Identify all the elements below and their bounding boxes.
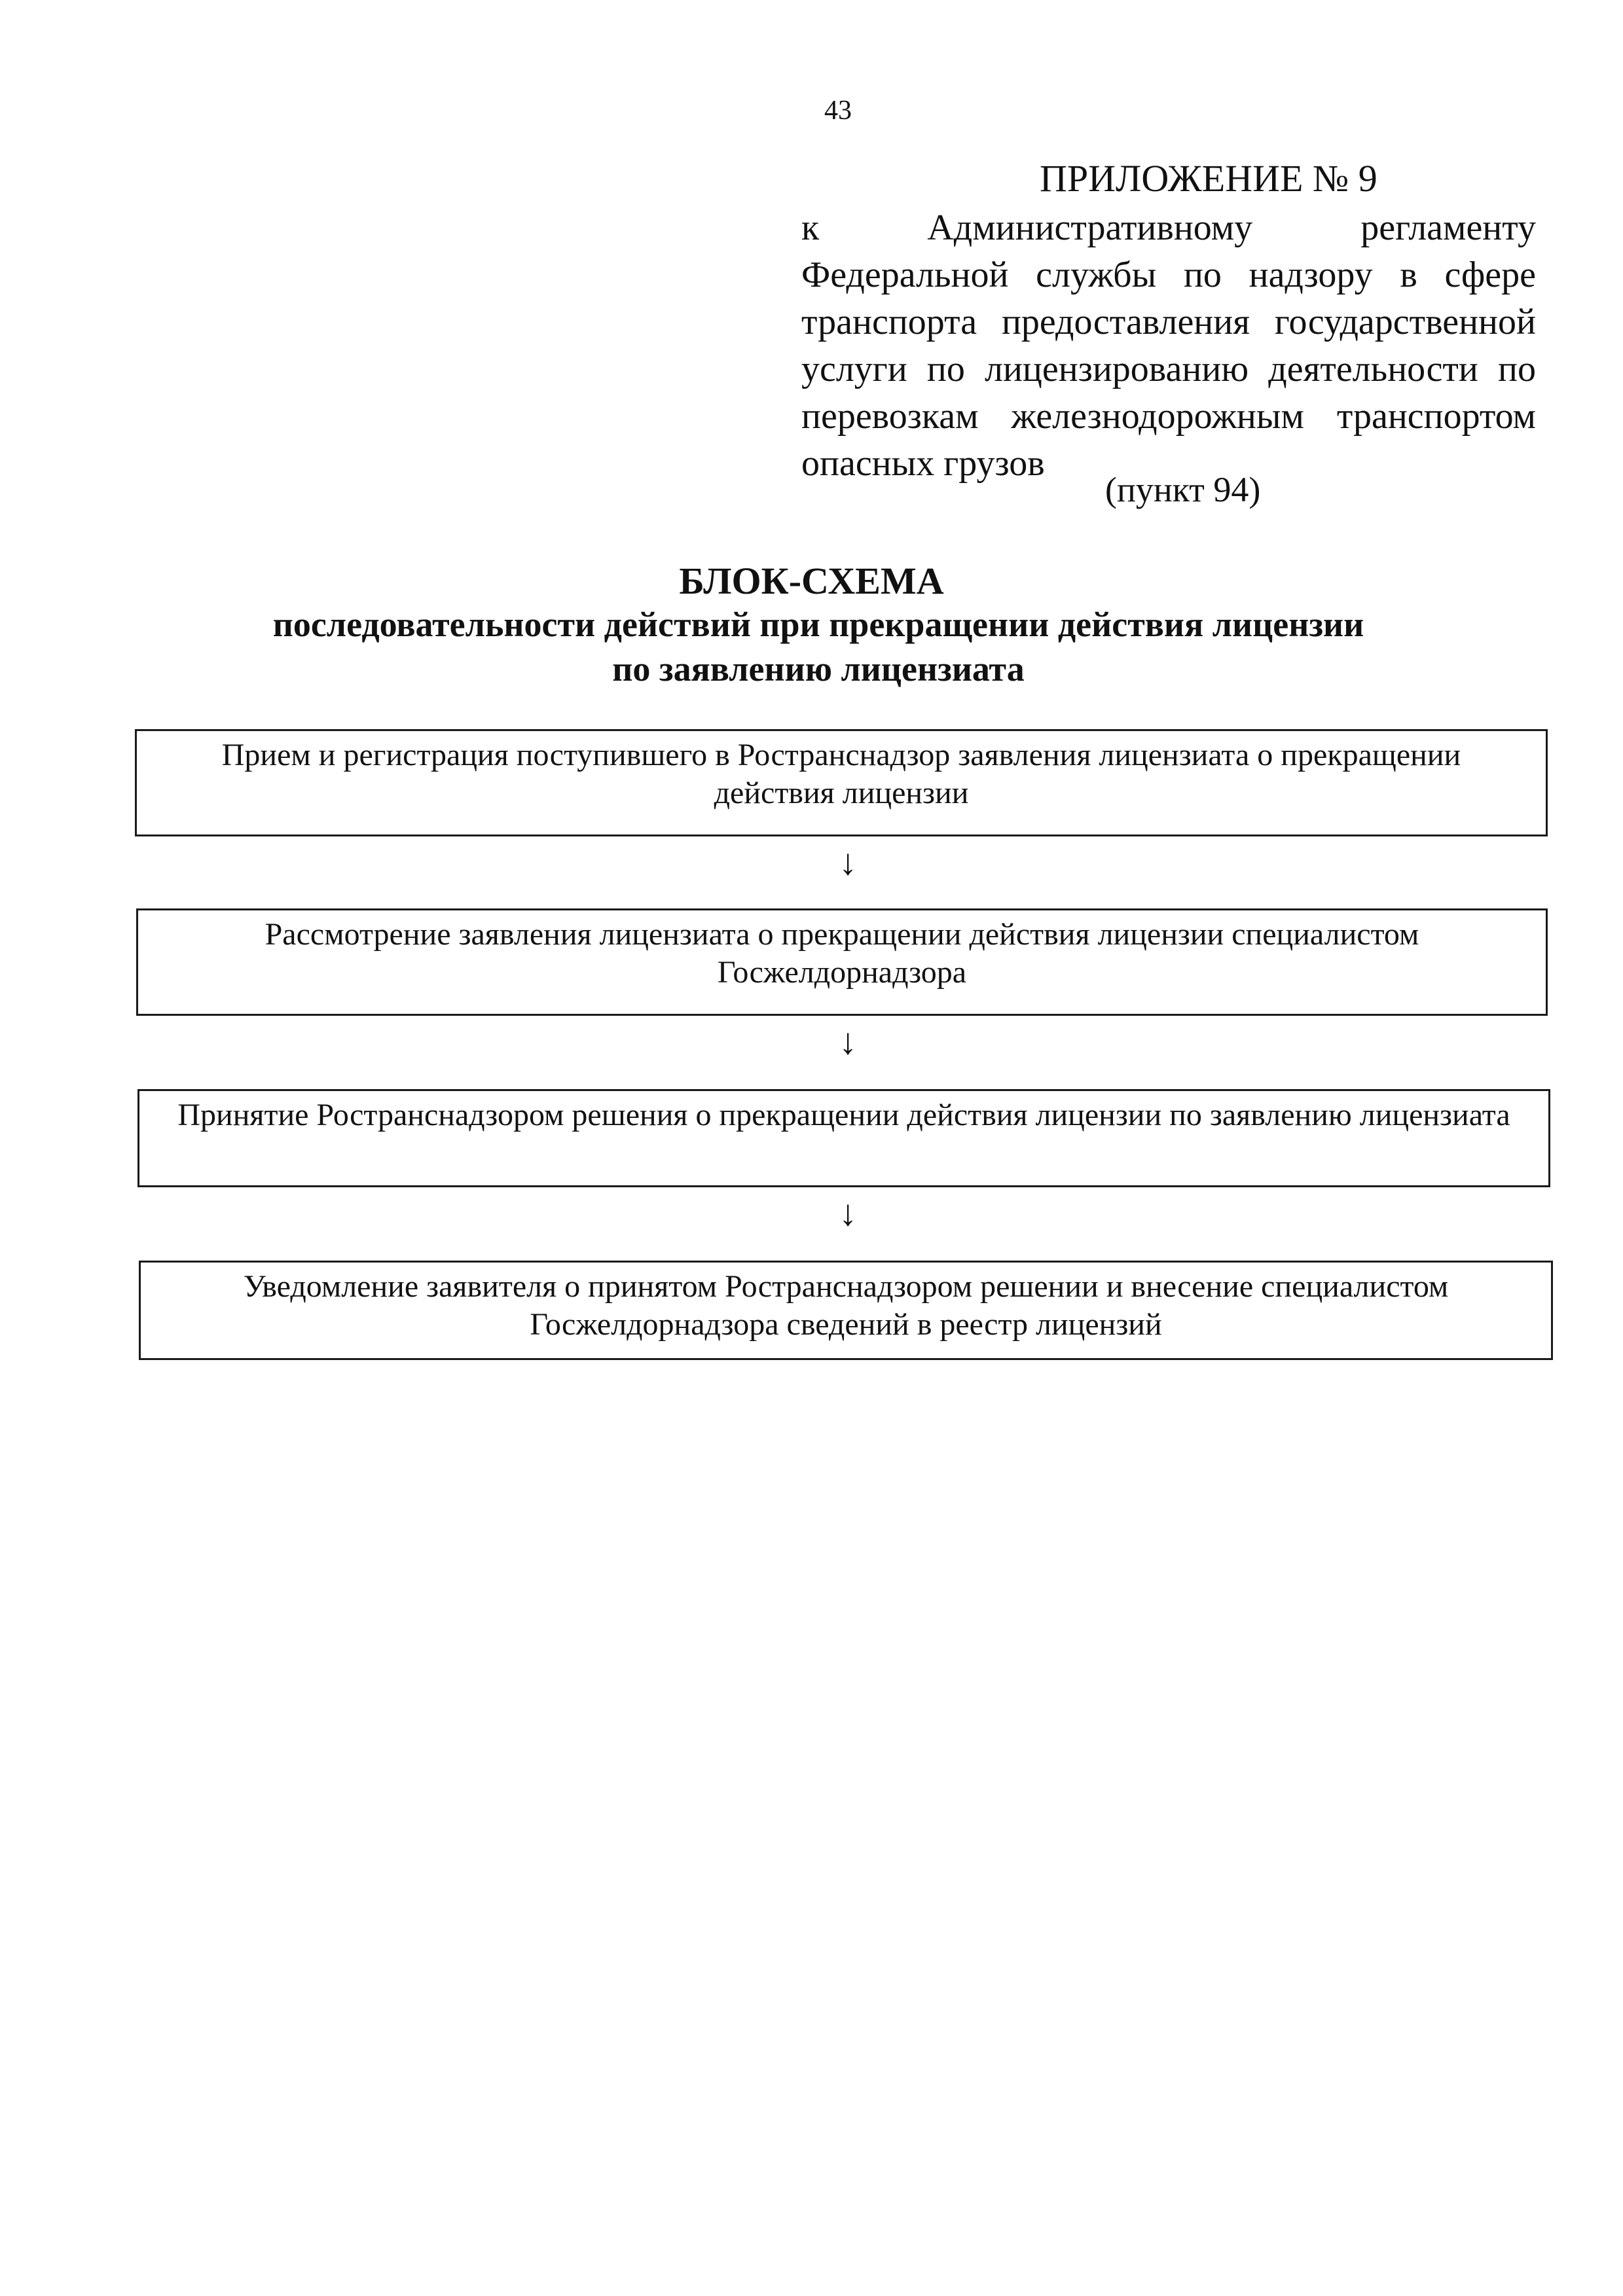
appendix-line: транспорта предоставления государственной: [801, 302, 1536, 342]
flow-step-2: [136, 908, 1548, 1016]
appendix-line: услуги по лицензированию деятельности по: [801, 349, 1536, 389]
page-number: 43: [824, 96, 852, 126]
scheme-title: БЛОК-СХЕМА: [679, 560, 944, 602]
flow-step-text: Уведомление заявителя о принятом Ространснадзором решении и внесение специалистом: [243, 1269, 1449, 1304]
appendix-line: опасных грузов: [801, 443, 1045, 484]
scheme-subtitle-line: последовательности действий при прекращении действия лицензии: [272, 605, 1364, 644]
appendix-line: к Административному регламенту: [801, 207, 1536, 248]
flow-arrow-down-icon: ↓: [839, 1022, 857, 1062]
appendix-line: перевозкам железнодорожным транспортом: [801, 396, 1536, 437]
scheme-subtitle: [196, 602, 1440, 691]
flow-step-text: действия лицензии: [714, 776, 969, 810]
scheme-subtitle-line: по заявлению лицензиата: [612, 649, 1025, 689]
flow-step-4: [139, 1261, 1553, 1360]
flow-step-1: [135, 729, 1548, 836]
appendix-line: Федеральной службы по надзору в сфере: [801, 255, 1536, 295]
flow-step-text: Рассмотрение заявления лицензиата о прекращении действия лицензии специалистом: [264, 917, 1419, 952]
flow-arrow-down-icon: ↓: [839, 842, 857, 883]
flow-arrow-down-icon: ↓: [839, 1193, 857, 1234]
flow-step-text: Прием и регистрация поступившего в Ространснадзор заявления лицензиата о прекращении: [221, 738, 1461, 772]
flow-step-text: Госжелдорнадзора: [717, 955, 967, 990]
appendix-text: [801, 204, 1536, 487]
flow-step-3: [137, 1089, 1550, 1187]
flow-step-text: Госжелдорнадзора сведений в реестр лицензий: [530, 1307, 1162, 1342]
appendix-title: ПРИЛОЖЕНИЕ № 9: [1040, 157, 1377, 200]
point-reference: (пункт 94): [1105, 470, 1261, 509]
flow-step-text: Принятие Ространснадзором решения о прекращении действия лицензии по заявлению лицензиата: [177, 1098, 1510, 1132]
